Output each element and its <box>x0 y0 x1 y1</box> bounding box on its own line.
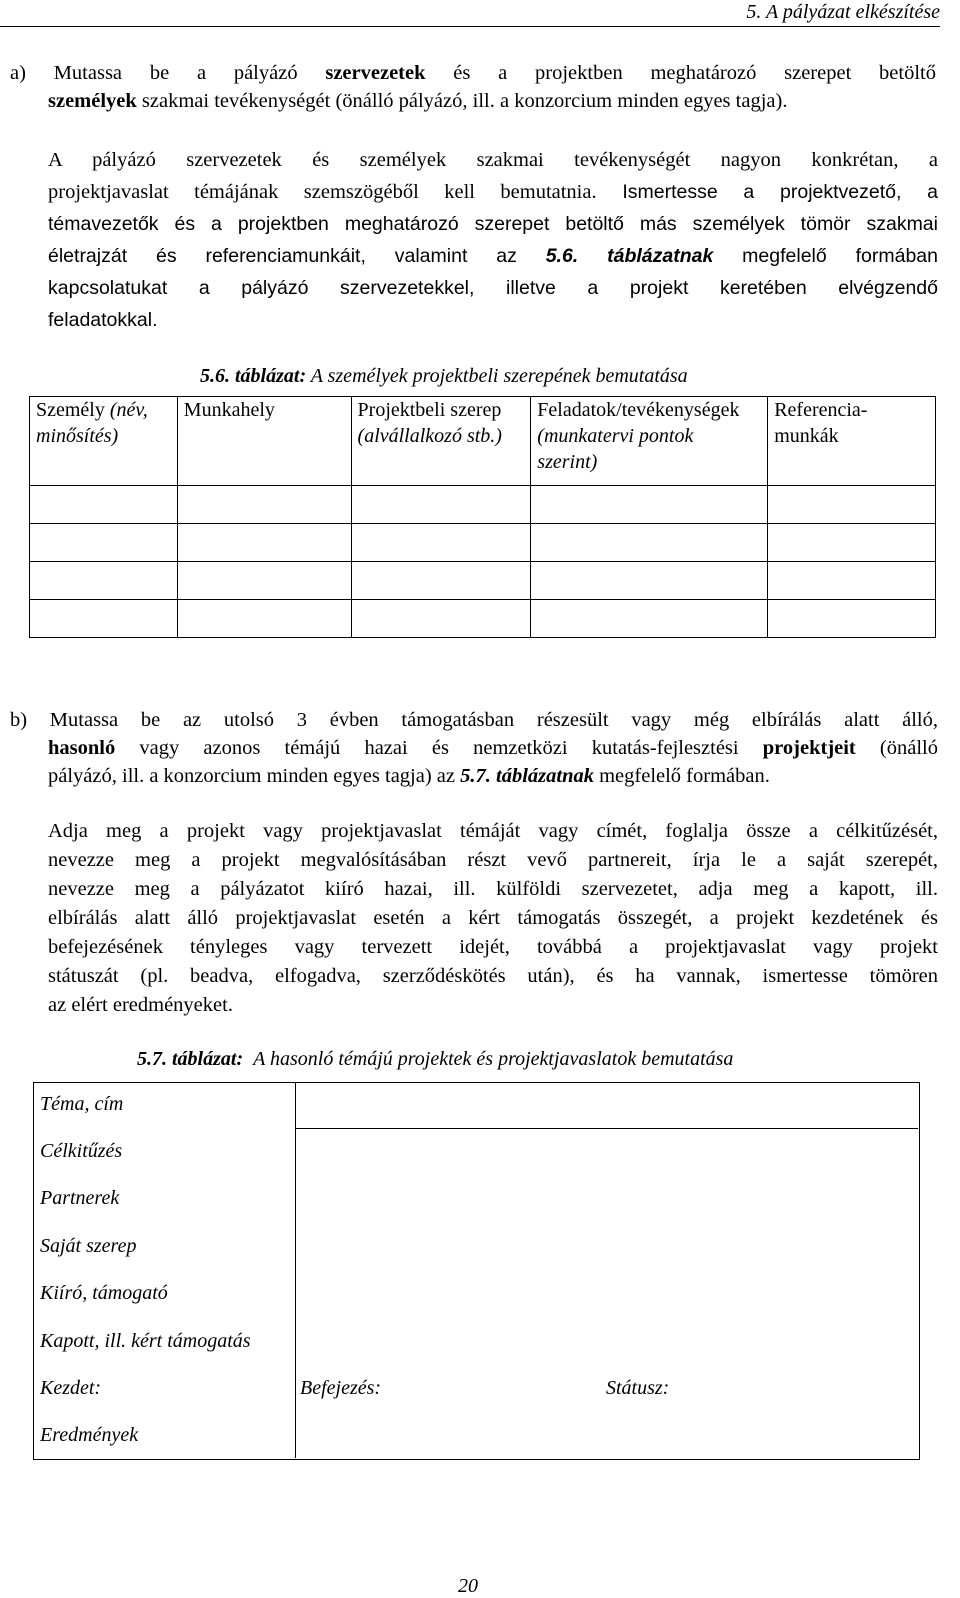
label-partners: Partnerek <box>40 1187 120 1209</box>
table-row <box>30 486 936 524</box>
part-b-para-line-4: elbírálás alatt álló projektjavaslat esetén a kért támogatás összegét, a projekt kezdetének és <box>48 907 938 929</box>
part-b-para-line-3: nevezze meg a pályázatot kiíró hazai, ill. külföldi szervezetet, adja meg a kapott, ill. <box>48 878 938 900</box>
part-b-line-1: b) Mutassa be az utolsó 3 évben támogatásban részesült vagy még elbírálás alatt álló, <box>10 709 938 731</box>
table-56-header-row <box>30 397 936 486</box>
table-56 <box>29 396 936 638</box>
part-b-line-2: hasonló vagy azonos témájú hazai és nemzetközi kutatás-fejlesztési projektjeit (önálló <box>48 737 938 759</box>
page-header-title: 5. A pályázat elkészítése <box>0 0 940 27</box>
part-a-para-line-1: A pályázó szervezetek és személyek szakmai tevékenységét nagyon konkrétan, a <box>48 149 938 171</box>
label-end: Befejezés: <box>300 1377 382 1399</box>
label-start: Kezdet: <box>40 1377 102 1399</box>
table-57 <box>33 1082 920 1460</box>
part-b-line-3: pályázó, ill. a konzorcium minden egyes tagja) az 5.7. táblázatnak megfelelő formában. <box>48 765 770 787</box>
part-b-para-line-7: az elért eredményeket. <box>48 994 233 1016</box>
topic-input-box[interactable] <box>295 1083 918 1129</box>
part-b-para-line-1: Adja meg a projekt vagy projektjavaslat témáját vagy címét, foglalja össze a célkitűzését, <box>48 820 938 842</box>
label-objective: Célkitűzés <box>40 1140 123 1162</box>
part-a-line-2: személyek szakmai tevékenységét (önálló pályázó, ill. a konzorcium minden egyes tagja). <box>48 90 788 112</box>
table-56-caption: 5.6. táblázat: A személyek projektbeli szerepének bemutatása <box>200 365 688 387</box>
header-person: Személy (név, minősítés) <box>30 397 178 486</box>
label-issuer: Kiíró, támogató <box>40 1282 168 1304</box>
label-topic: Téma, cím <box>40 1093 124 1115</box>
label-own-role: Saját szerep <box>40 1235 137 1257</box>
label-funding: Kapott, ill. kért támogatás <box>40 1330 251 1352</box>
table-57-caption: 5.7. táblázat: A hasonló témájú projektek és projektjavaslatok bemutatása <box>137 1048 734 1070</box>
header-references: Referencia- munkák <box>768 397 936 486</box>
part-b-para-line-6: státuszát (pl. beadva, elfogadva, szerződéskötés után), és ha vannak, ismertesse tömören <box>48 965 938 987</box>
header-role: Projektbeli szerep (alvállalkozó stb.) <box>351 397 531 486</box>
part-a-para-line-3: témavezetők és a projektben meghatározó szerepet betöltő más személyek tömör szakmai <box>48 213 938 235</box>
label-status: Státusz: <box>606 1377 670 1399</box>
table-row <box>30 600 936 638</box>
part-b-para-line-5: befejezésének tényleges vagy tervezett idejét, továbbá a projektjavaslat vagy projekt <box>48 936 938 958</box>
label-results: Eredmények <box>40 1424 139 1446</box>
header-workplace: Munkahely <box>177 397 351 486</box>
table-row <box>30 562 936 600</box>
part-a-para-line-6: feladatokkal. <box>48 309 158 331</box>
part-a-line-1: a) Mutassa be a pályázó szervezetek és a projektben meghatározó szerepet betöltő <box>10 62 936 84</box>
part-a-para-line-2: projektjavaslat témájának szemszögéből kell bemutatnia. Ismertesse a projektvezető, a <box>48 181 938 203</box>
page-number: 20 <box>458 1575 478 1597</box>
part-a-para-line-5: kapcsolatukat a pályázó szervezetekkel, illetve a projekt keretében elvégzendő <box>48 277 938 299</box>
table-row <box>30 524 936 562</box>
part-a-para-line-4: életrajzát és referenciamunkáit, valamint az 5.6. táblázatnak megfelelő formában <box>48 245 938 267</box>
part-b-para-line-2: nevezze meg a projekt megvalósításában részt vevő partnereit, írja le a saját szerepét, <box>48 849 938 871</box>
header-tasks: Feladatok/tevékenységek (munkatervi pontok szerint) <box>531 397 768 486</box>
table-57-divider <box>295 1128 296 1458</box>
